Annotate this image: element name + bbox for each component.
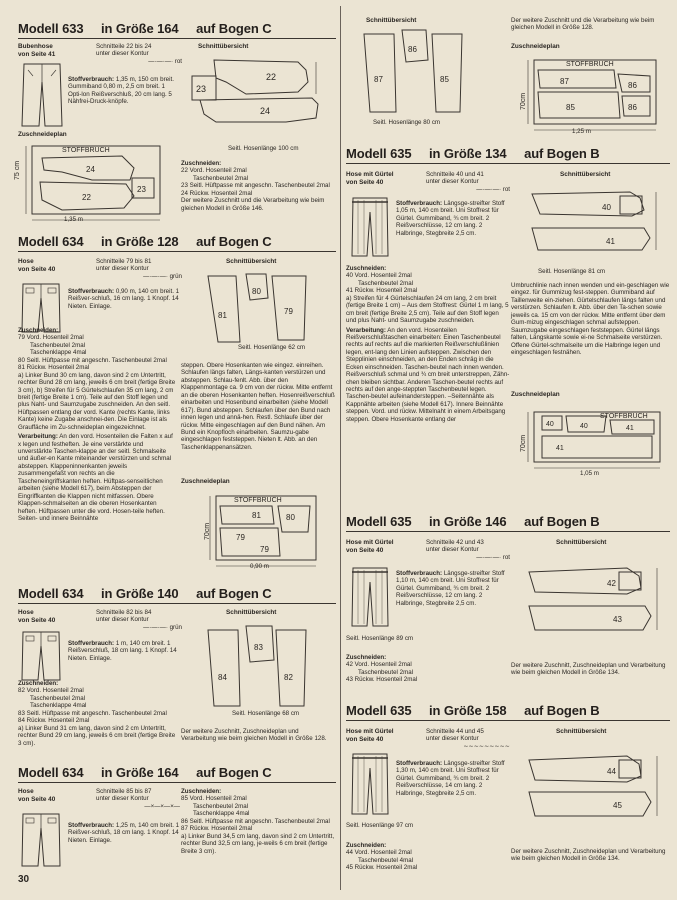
m635a-height: 70cm xyxy=(520,434,527,452)
m634a-plan-pn-80: 80 xyxy=(286,513,295,522)
m634a-plan-title: Zuschneideplan xyxy=(181,478,230,485)
m635b-model: Modell 635 xyxy=(346,514,412,529)
m634c-cut-4: 87 Rückw. Hosenteil 2mal xyxy=(181,825,253,833)
m635b-stoff-label: Stoffverbrauch: xyxy=(396,570,443,577)
m633-header xyxy=(18,22,272,35)
m634c-pn-85: 85 xyxy=(440,75,449,84)
m635c-parts: Schnitteile 44 und 45 xyxy=(426,728,484,735)
m633-cut-title: Zuschneiden: xyxy=(181,160,222,167)
m634b-stoff-text: 1 m, 140 cm breit. 1 Reißverschluß, 18 cm lang. 1 Knopf. 14 Nieten. Einlage. xyxy=(68,640,177,662)
m635a-plan-pn-41b: 41 xyxy=(556,445,564,452)
m635b-contour-color: rot xyxy=(502,553,510,561)
m634a-pn-81: 81 xyxy=(218,311,227,320)
m635b-schnitt-title: Schnittübersicht xyxy=(556,539,607,546)
m634a-contour-color: grün xyxy=(169,272,182,280)
m634b-stoff xyxy=(68,640,180,662)
m634a-verarb-text: An den vord. Hosenteilen die Falten x auf x legen und festheften. Je eine verstärkte und unverstärkte Taschen-klappe an der seitl. Schmalseite und äußer-en Kante miteinander verstürzen und schmal absteppen. Klappeninnenkanten jeweils zusammengefaßt von rechts an die Tascheneingriffskanten heften. Hüftpas-senseitlichen arbeiten (siehe Modell 617), beim Absteppen der Eingriffkanten die Klappen nicht mitfassen. Obere Klappen-schmalseiten an die oberen Hosenkanten heften. Hüftpassen unter die vord. Hosen-teile heften. Seiten- und innere Beinnähte xyxy=(18,433,173,522)
m635c-stoff-label: Stoffverbrauch: xyxy=(396,760,443,767)
m634b-contour: unter dieser Kontur xyxy=(96,616,149,624)
m635c-length: Seitl. Hosenlänge 97 cm xyxy=(346,822,414,829)
m635c-header xyxy=(346,704,600,717)
m633-parts: Schnitteile 22 bis 24 xyxy=(96,43,152,50)
m633-stoffbruch: STOFFBRUCH xyxy=(62,147,110,154)
m634b-contour-color: grün xyxy=(169,623,182,631)
m635c-note: Der weitere Zuschnitt, Zuschneideplan und Verarbeitung wie beim gleichen Modell in Größe 134. xyxy=(511,848,666,863)
m634c-length: Seitl. Hosenlänge 80 cm xyxy=(373,119,441,126)
m635a-page-ref: von Seite 40 xyxy=(346,179,384,186)
m634a-stoff-text: 0,90 m, 140 cm breit. 1 Reißver-schluß, 16 cm lang. 1 Knopf. 14 Nieten. Einlage. xyxy=(68,288,180,310)
m635a-contour-color: rot xyxy=(502,185,510,193)
m634a-plan-pn-79b: 79 xyxy=(260,545,269,554)
m635b-sheet: auf Bogen B xyxy=(524,514,600,529)
m635b-garment: Hose mit Gürtel xyxy=(346,539,394,546)
m634a-stoff-label: Stoffverbrauch: xyxy=(68,288,115,295)
m633-stoff-label: Stoffverbrauch: xyxy=(68,76,115,83)
m634b-garment: Hose xyxy=(18,609,34,616)
m635a-parts: Schnitteile 40 und 41 xyxy=(426,171,484,178)
m635a-plan-title: Zuschneideplan xyxy=(511,391,560,398)
m634c-cut-title: Zuschneiden: xyxy=(181,788,222,795)
m635a-size: in Größe 134 xyxy=(428,146,507,161)
m633-note: Der weitere Zuschnitt und die Verarbeitung wie beim gleichen Modell in Größe 146. xyxy=(181,197,325,212)
m635b-cut-2: 43 Rückw. Hosenteil 2mal xyxy=(346,676,418,684)
m635c-cut-0: 44 Vord. Hosenteil 2mal xyxy=(346,849,412,857)
m633-cut-3: 24 Rückw. Hosenteil 2mal xyxy=(181,189,253,197)
m635b-length: Seitl. Hosenlänge 89 cm xyxy=(346,635,414,642)
m633-width: 1,35 m xyxy=(64,216,83,223)
m635a-pn-40: 40 xyxy=(602,203,611,212)
m634b-body: a) Linker Bund 31 cm lang, davon sind 2 cm Untertritt, rechter Bund 29 cm lang, jeweils 6 cm breit (fertige Breite 3 cm). xyxy=(18,724,176,747)
m633-parts-block xyxy=(96,43,182,65)
m634b-size: in Größe 140 xyxy=(100,586,179,601)
m634a-stoffbruch: STOFFBRUCH xyxy=(234,497,282,504)
m633-plan-pn-22: 22 xyxy=(82,193,91,202)
m634c-stoffbruch: STOFFBRUCH xyxy=(566,61,614,68)
m634b-parts: Schnitteile 82 bis 84 xyxy=(96,609,152,616)
m633-sheet: auf Bogen C xyxy=(196,21,272,36)
m634b-length: Seitl. Hosenlänge 68 cm xyxy=(232,710,300,717)
m635c-pn-44: 44 xyxy=(607,767,616,776)
m634c-stoff xyxy=(68,822,180,844)
m635b-stoff-text: Längsge-streifter Stoff 1,10 m, 140 cm breit. Uni Stoffrest für Gürtel. Gummiband, ¾ cm breit. 2 Reißverschlüsse, 12 cm lang. 2 Halbringe, Stegbreite 2,5 cm. xyxy=(396,570,505,607)
m635a-model: Modell 635 xyxy=(346,146,412,161)
m634c-cut-3: 86 Seitl. Hüftpasse mit angeschn. Taschenbeutel 2mal xyxy=(181,817,330,825)
m633-stoff-text: 1,35 m, 150 cm breit. Gummiband 0,80 m, 2,5 cm breit. 1 Opti-lon Reißverschluß, 20 cm lang. 5 Nähfrei-Druck-knöpfe. xyxy=(68,76,174,106)
m635c-size: in Größe 158 xyxy=(428,703,507,718)
m635b-parts-block xyxy=(426,539,510,561)
m635b-cut-1: Taschenbeutel 2mal xyxy=(358,668,414,676)
m634c-body: a) Linker Bund 34,5 cm lang, davon sind 2 cm Untertritt, rechter Bund 32,5 cm lang, je-weils 6 cm breit (fertige Breite 3 cm). xyxy=(181,832,335,855)
m633-plan-title: Zuschneideplan xyxy=(18,131,67,138)
m635b-note: Der weitere Zuschnitt, Zuschneideplan und Verarbeitung wie beim gleichen Modell in Größe 134. xyxy=(511,662,666,677)
m634c-cut-2: Taschenklappe 4mal xyxy=(193,810,250,818)
m634a-cut-1: Taschenbeutel 2mal xyxy=(30,341,86,349)
m634a-parts-block xyxy=(96,258,182,280)
m634a-body: a) Linker Bund 30 cm lang, davon sind 2 cm Untertritt, rechter Bund 28 cm lang, jeweils 6 cm breit (fertige Breite 3 cm), b) Streifen für 5 Gürtelschlaufen 35 cm lang, 2 cm breit (fertige Breite 1 cm). Teile auf den Stoff legen und plus Naht- und Saumzugabe zuschneiden. An den seitl. Hüftpassen entlang der vord. Kante (rechts Kante, links Kante) keine Zugabe anschnei-den. Die Einlage ist als Grauffäche im Zu-schneideplan eingezeichnet. xyxy=(18,371,176,431)
m634c-pn-87: 87 xyxy=(374,75,383,84)
m635a-verarb-label: Verarbeitung: xyxy=(346,326,386,334)
m635b-header xyxy=(346,515,600,528)
m635a-trousers-sketch xyxy=(350,196,390,258)
m634a-width: 0,90 m xyxy=(250,563,269,570)
m635c-cut-2: 45 Rückw. Hosenteil 2mal xyxy=(346,864,418,872)
m634a-verarb-label: Verarbeitung: xyxy=(18,433,58,441)
m634c-pn-86: 86 xyxy=(408,45,417,54)
m635b-rule xyxy=(346,531,670,532)
m633-trousers-sketch xyxy=(20,62,64,128)
m633-cut-2: 23 Seitl. Hüftpasse mit angeschn. Taschenbeutel 2mal xyxy=(181,182,330,190)
m634c-stoff-text: 1,25 m, 140 cm breit. 1 Reißver-schluß, 18 cm lang. 1 Knopf. 14 Nieten. Einlage. xyxy=(68,822,180,844)
m635b-cut-title: Zuschneiden: xyxy=(346,654,387,661)
m635b-cut-0: 42 Vord. Hosenteil 2mal xyxy=(346,661,412,669)
m635c-sheet: auf Bogen B xyxy=(524,703,600,718)
m635c-pattern-overview xyxy=(515,738,670,824)
m634a-page-ref: von Seite 40 xyxy=(18,266,56,273)
m634a-height: 70cm xyxy=(204,522,211,540)
m634b-page-ref: von Seite 40 xyxy=(18,617,56,624)
m634c-plan-pn-86a: 86 xyxy=(628,81,637,90)
m635b-contour: unter dieser Kontur xyxy=(426,546,479,554)
m634c-plan-pn-87: 87 xyxy=(560,77,569,86)
m635a-right-text: Umbruchlinie nach innen wenden und ein-geschlagen wie eingez. für Gummizug fest-steppen. Gummiband auf Taillenweite ein-ziehen. Gürtelschlaufen längs falten und verstürzen. Schlaufen lt. Abb. über den Ta-schen sowie jeweils ca. 15 cm von der rückw. Mitte entfernt über dem Gum-mizug eingeschlagen schmal aufsteppen. Saumzugabe eingeschlagen feststeppen. Gürtel längs falten, Längskante sowie ei-ne Schmalseite verstürzen. Offene Gürtel-schmalseite um die Halbringe legen und eingeschlagen festnähen. xyxy=(511,282,670,356)
m634a-schnitt-title: Schnittübersicht xyxy=(226,258,277,265)
m634a-model: Modell 634 xyxy=(18,234,84,249)
m635b-size: in Größe 146 xyxy=(428,514,507,529)
m634c-parts: Schnitteile 85 bis 87 xyxy=(96,788,152,795)
m635a-schnitt-title: Schnittübersicht xyxy=(560,171,611,178)
m634c-schnitt-title: Schnittübersicht xyxy=(366,17,417,24)
m634a-cut-block xyxy=(18,327,176,523)
m634a-cut-2: Taschenklappe 4mal xyxy=(30,349,87,357)
m635a-stoff-label: Stoffverbrauch: xyxy=(396,200,443,207)
m635c-cut-block xyxy=(346,842,510,872)
m634a-parts: Schnitteile 79 bis 81 xyxy=(96,258,152,265)
m634b-schnitt-title: Schnittübersicht xyxy=(226,609,277,616)
m633-contour: unter dieser Kontur xyxy=(96,50,149,58)
m634a-cut-title: Zuschneiden: xyxy=(18,327,59,334)
m634c-note: Der weitere Zuschnitt und die Verarbeitung wie beim gleichen Modell in Größe 128. xyxy=(511,17,655,32)
m634a-size: in Größe 128 xyxy=(100,234,179,249)
m634c-page-ref: von Seite 40 xyxy=(18,796,56,803)
m635a-cut-1: Taschenbeutel 2mal xyxy=(358,279,414,287)
m634b-cut-block xyxy=(18,680,178,748)
m634c-model: Modell 634 xyxy=(18,765,84,780)
m634b-cut-4: 84 Rückw. Hosenteil 2mal xyxy=(18,717,90,725)
m635a-plan-pn-40b: 40 xyxy=(580,423,588,430)
m634b-model: Modell 634 xyxy=(18,586,84,601)
m634b-note: Der weitere Zuschnitt, Zuschneideplan und Verarbeitung wie beim gleichen Modell in Größe 128. xyxy=(181,728,327,743)
m634b-sheet: auf Bogen C xyxy=(196,586,272,601)
m634c-garment: Hose xyxy=(18,788,34,795)
m634c-contour: unter dieser Kontur xyxy=(96,795,149,803)
m635a-parts-block xyxy=(426,171,510,193)
m635c-parts-block xyxy=(426,728,510,750)
m633-cut-0: 22 Vord. Hosenteil 2mal xyxy=(181,167,247,175)
m634c-cut-0: 85 Vord. Hosenteil 2mal xyxy=(181,795,247,803)
m635c-stoff-text: Längsge-streifter Stoff 1,30 m, 140 cm breit. Uni Stoffrest für Gürtel. Gummiband, ¾ cm breit. 2 Reißverschlüsse, 14 cm lang. 2 Halbringe, Stegbreite 2,5 cm. xyxy=(396,760,505,797)
m635a-plan-pn-41a: 41 xyxy=(626,425,634,432)
m635b-pattern-overview xyxy=(515,548,670,638)
m633-cut-1: Taschenbeutel 2mal xyxy=(193,174,249,182)
m633-contour-color: rot xyxy=(174,57,182,65)
m634b-cut-0: 82 Vord. Hosenteil 2mal xyxy=(18,687,84,695)
m635a-stoff xyxy=(396,200,508,237)
m633-cut-block xyxy=(181,160,335,212)
m635b-contour-line: —·—·—· rot xyxy=(476,553,510,561)
m634b-trousers-sketch xyxy=(20,630,62,682)
m634a-pn-80: 80 xyxy=(252,287,261,296)
m634a-sheet: auf Bogen C xyxy=(196,234,272,249)
m634a-plan-pn-81: 81 xyxy=(252,511,261,520)
m635c-page-ref: von Seite 40 xyxy=(346,736,384,743)
m635a-body: a) Streifen für 4 Gürtelschlaufen 24 cm lang, 2 cm breit (fertige Breite 1 cm) – Aus dem Stoffrest: Gürtel 1 m lang, 5 cm breit (fertige Breite 2,5 cm). Teile auf den Stoff legen und plus Naht- und Saumzugabe zuschneiden. xyxy=(346,294,509,325)
m635c-pn-45: 45 xyxy=(613,801,622,810)
m635b-cut-block xyxy=(346,654,510,684)
m635c-trousers-sketch xyxy=(350,752,390,816)
m633-pn-24: 24 xyxy=(260,106,271,116)
m635a-length: Seitl. Hosenlänge 81 cm xyxy=(538,268,606,275)
m634b-cut-1: Taschenbeutel 2mal xyxy=(30,694,86,702)
m633-pn-23: 23 xyxy=(196,84,207,94)
m634b-pn-83: 83 xyxy=(254,643,263,652)
m635b-stoff xyxy=(396,570,508,607)
m633-pn-22: 22 xyxy=(266,72,277,82)
m635c-model: Modell 635 xyxy=(346,703,412,718)
m634c-cut-1: Taschenbeutel 2mal xyxy=(193,802,249,810)
m634c-header xyxy=(18,766,272,779)
m634b-cut-title: Zuschneiden: xyxy=(18,680,59,687)
m635b-parts: Schnitteile 42 und 43 xyxy=(426,539,484,546)
m635a-verarb-text: An den vord. Hosenteilen Reißverschlußtaschen einarbeiten: Einen Taschenbeutel rechts auf rechts auf die markierten Reißverschlußlinien legen, ent-lang den Linien aufsteppen. Zwischen den Stepplinien einschneiden, an den Enden schräg in die Ecken einschneiden. Taschen-beutel nach innen wenden. Reißverschluß schmal und ¾ cm breit unterstreppen, Zähn-chen bleiben sichtbar. Anderen Taschen-beutel rechts auf rechts auf den ange-steppten Taschenbeutel legen. Taschen-beutel aufeinandersteppen. –Seitennähte als Kappnähte arbeiten (siehe Modell 617). Innere Beinnähte steppen. Vord. und rückw. Mittelnaht in einem Arbeitsgang steppen. Obere Hosenkante entlang der xyxy=(346,326,510,423)
m634c-plan-title: Zuschneideplan xyxy=(511,43,560,50)
m635a-contour-line: —·—·—· rot xyxy=(476,185,510,193)
m634c-cutting-plan xyxy=(518,52,670,136)
m635c-cut-1: Taschenbeutel 4mal xyxy=(358,856,414,864)
m634b-pn-82: 82 xyxy=(284,673,293,682)
page-number: 30 xyxy=(18,874,30,885)
m634b-stoff-label: Stoffverbrauch: xyxy=(68,640,115,647)
m634c-size: in Größe 164 xyxy=(100,765,179,780)
m634c-rule xyxy=(18,782,336,783)
m634c-parts-block xyxy=(96,788,180,810)
m634b-contour-line: —·—·—· grün xyxy=(143,623,182,631)
m634c-cut-block xyxy=(181,788,335,856)
column-divider xyxy=(340,6,341,890)
m633-plan-pn-24: 24 xyxy=(86,165,95,174)
m635c-garment: Hose mit Gürtel xyxy=(346,728,394,735)
m633-plan-pn-23: 23 xyxy=(137,185,146,194)
m634a-plan-pn-79a: 79 xyxy=(236,533,245,542)
m635a-cut-block xyxy=(346,265,510,424)
m635c-contour: unter dieser Kontur xyxy=(426,735,479,743)
m633-size: in Größe 164 xyxy=(100,21,179,36)
m634a-cut-4: 81 Rückw. Hosenteil 2mal xyxy=(18,364,90,372)
m634a-contour: unter dieser Kontur xyxy=(96,265,149,273)
m634a-rule xyxy=(18,251,336,252)
m635a-header xyxy=(346,147,600,160)
m634c-trousers-sketch xyxy=(20,812,62,868)
m634a-stoff xyxy=(68,288,180,310)
m635b-page-ref: von Seite 40 xyxy=(346,547,384,554)
m634a-pn-79: 79 xyxy=(284,307,293,316)
m634a-contour-line: —·—·—· grün xyxy=(143,272,182,280)
m634a-cut-3: 80 Seitl. Hüftpasse mit angeschn. Taschenbeutel 2mal xyxy=(18,356,167,364)
m635a-pattern-overview xyxy=(520,180,670,262)
m634b-parts-block xyxy=(96,609,182,631)
m635c-rule xyxy=(346,720,670,721)
m634a-garment: Hose xyxy=(18,258,34,265)
m634c-stoff-label: Stoffverbrauch: xyxy=(68,822,115,829)
m633-stoff xyxy=(68,76,178,106)
m634c-contour-line: —×—×—×— xyxy=(144,802,180,810)
m635a-width: 1,05 m xyxy=(580,470,599,477)
m635b-trousers-sketch xyxy=(350,566,390,628)
m635a-plan-pn-40a: 40 xyxy=(546,421,554,428)
m634b-cut-2: Taschenklappe 4mal xyxy=(30,702,87,710)
m634c-pattern-overview xyxy=(350,26,485,118)
m635a-stoffbruch: STOFFBRUCH xyxy=(600,413,648,420)
m635c-cut-title: Zuschneiden: xyxy=(346,842,387,849)
m634c-width: 1,25 m xyxy=(572,128,591,135)
m634a-cut-0: 79 Vord. Hosenteil 2mal xyxy=(18,334,84,342)
m634b-pattern-overview xyxy=(196,620,336,712)
m635a-contour: unter dieser Kontur xyxy=(426,178,479,186)
m634c-plan-pn-86b: 86 xyxy=(628,103,637,112)
m633-page-ref: von Seite 41 xyxy=(18,51,56,58)
m633-height: 75 cm xyxy=(14,160,21,180)
m633-schnitt-title: Schnittübersicht xyxy=(198,43,249,50)
m635a-rule xyxy=(346,163,670,164)
m634b-cut-3: 83 Seitl. Hüftpasse mit angeschn. Taschenbeutel 2mal xyxy=(18,709,167,717)
m634a-length: Seitl. Hosenlänge 62 cm xyxy=(238,344,306,351)
m635b-pn-43: 43 xyxy=(613,615,622,624)
m635a-cut-2: 41 Rückw. Hosenteil 2mal xyxy=(346,287,418,295)
m634b-pn-84: 84 xyxy=(218,673,227,682)
m635c-stoff xyxy=(396,760,508,797)
m634a-cutting-plan xyxy=(200,488,330,572)
m635a-cutting-plan xyxy=(516,404,670,476)
m634c-height: 70cm xyxy=(520,92,527,110)
m635a-stoff-text: Längsge-streifter Stoff 1,05 m, 140 cm breit. Uni Stoffrest für Gürtel. Gummiband, ¾ cm breit. 2 Reißverschlüsse, 12 cm lang. 2 Halbringe, Stegbreite 2,5 cm. xyxy=(396,200,505,237)
m635a-garment: Hose mit Gürtel xyxy=(346,171,394,178)
m635c-schnitt-title: Schnittübersicht xyxy=(556,728,607,735)
m634a-mid-text: steppen. Obere Hosenkanten wie eingez. einreihen. Schlaufen längs falten, Längs-kanten verstürzen und absteppen. Schlau-fenlt. Abb. über den Klappenmontage ca. 9 cm von der rückw. Mitte entfernt an die oberen Hosenkanten heften. Hosenreißverschluß einarbeiten und Hosenbund einarbeiten (siehe Modell 617). Bund absteppen. Schlaufen über den Bund nach innen legen und annä-hen. Restl. Schlaufe über der rückw. Mitte eingeschlagen auf den Bund nähen. Am Bund ein Knopfloch einarbeiten. Saumzu-gabe eingeschlagen feststeppen. Nieten lt. Abb. an den Taschenklappenansätzen. xyxy=(181,362,335,451)
m635c-contour-line: ∼∼∼∼∼∼∼∼∼ xyxy=(463,742,510,750)
m635b-pn-42: 42 xyxy=(607,579,616,588)
m633-rule xyxy=(18,38,336,39)
m633-pattern-overview xyxy=(186,52,336,142)
m634a-header xyxy=(18,235,272,248)
m633-garment: Bubenhose xyxy=(18,43,53,50)
m633-model: Modell 633 xyxy=(18,21,84,36)
m634a-pattern-overview xyxy=(196,270,336,346)
m634c-plan-pn-85: 85 xyxy=(566,103,575,112)
m635a-cut-0: 40 Vord. Hosenteil 2mal xyxy=(346,272,412,280)
m633-cutting-plan xyxy=(22,140,174,225)
m634c-sheet: auf Bogen C xyxy=(196,765,272,780)
m633-contour-line: —·—·—· rot xyxy=(148,57,182,65)
m633-length: Seitl. Hosenlänge 100 cm xyxy=(228,145,299,152)
m634b-rule xyxy=(18,603,336,604)
m635a-pn-41: 41 xyxy=(606,237,615,246)
m635a-sheet: auf Bogen B xyxy=(524,146,600,161)
m634b-header xyxy=(18,587,272,600)
m635a-cut-title: Zuschneiden: xyxy=(346,265,387,272)
